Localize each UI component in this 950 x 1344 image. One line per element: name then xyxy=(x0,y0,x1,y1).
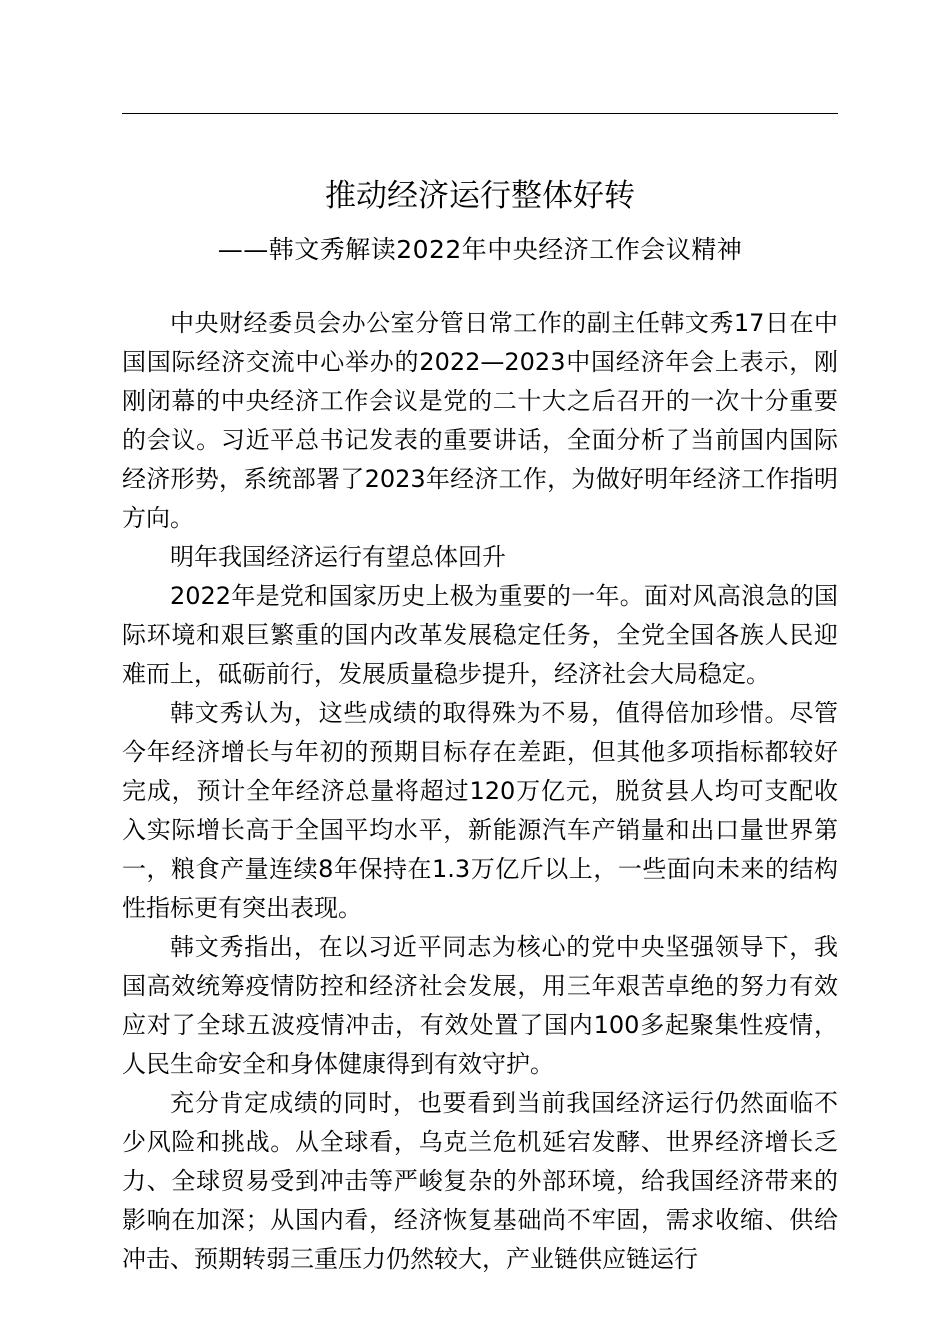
paragraph-intro: 中央财经委员会办公室分管日常工作的副主任韩文秀17日在中国国际经济交流中心举办的2022—2023中国经济年会上表示，刚刚闭幕的中央经济工作会议是党的二十大之后召开的一次十分重要的会议。习近平总书记发表的重要讲话，全面分析了当前国内国际经济形势，系统部署了2023年经济工作，为做好明年经济工作指明方向。 xyxy=(122,309,838,532)
document-body xyxy=(122,304,838,1279)
section-heading: 明年我国经济运行有望总体回升 xyxy=(170,543,506,571)
document-subtitle: ——韩文秀解读2022年中央经济工作会议精神 xyxy=(217,235,743,264)
paragraph-epidemic: 韩文秀指出，在以习近平同志为核心的党中央坚强领导下，我国高效统筹疫情防控和经济社会发展，用三年艰苦卓绝的努力有效应对了全球五波疫情冲击，有效处置了国内100多起聚集性疫情，人民生命安全和身体健康得到有效守护。 xyxy=(122,933,838,1078)
paragraph-risks: 充分肯定成绩的同时，也要看到当前我国经济运行仍然面临不少风险和挑战。从全球看，乌克兰危机延宕发酵、世界经济增长乏力、全球贸易受到冲击等严峻复杂的外部环境，给我国经济带来的影响在加深；从国内看，经济恢复基础尚不牢固，需求收缩、供给冲击、预期转弱三重压力仍然较大，产业链供应链运行 xyxy=(122,1089,838,1273)
paragraph-2022-review: 2022年是党和国家历史上极为重要的一年。面对风高浪急的国际环境和艰巨繁重的国内改革发展稳定任务，全党全国各族人民迎难而上，砥砺前行，发展质量稳步提升，经济社会大局稳定。 xyxy=(122,582,838,688)
paragraph-achievements: 韩文秀认为，这些成绩的取得殊为不易，值得倍加珍惜。尽管今年经济增长与年初的预期目标存在差距，但其他多项指标都较好完成，预计全年经济总量将超过120万亿元，脱贫县人均可支配收入实际增长高于全国平均水平，新能源汽车产销量和出口量世界第一，粮食产量连续8年保持在1.3万亿斤以上，一些面向未来的结构性指标更有突出表现。 xyxy=(122,699,838,922)
header-rule xyxy=(122,113,838,114)
document-title: 推动经济运行整体好转 xyxy=(325,178,635,214)
